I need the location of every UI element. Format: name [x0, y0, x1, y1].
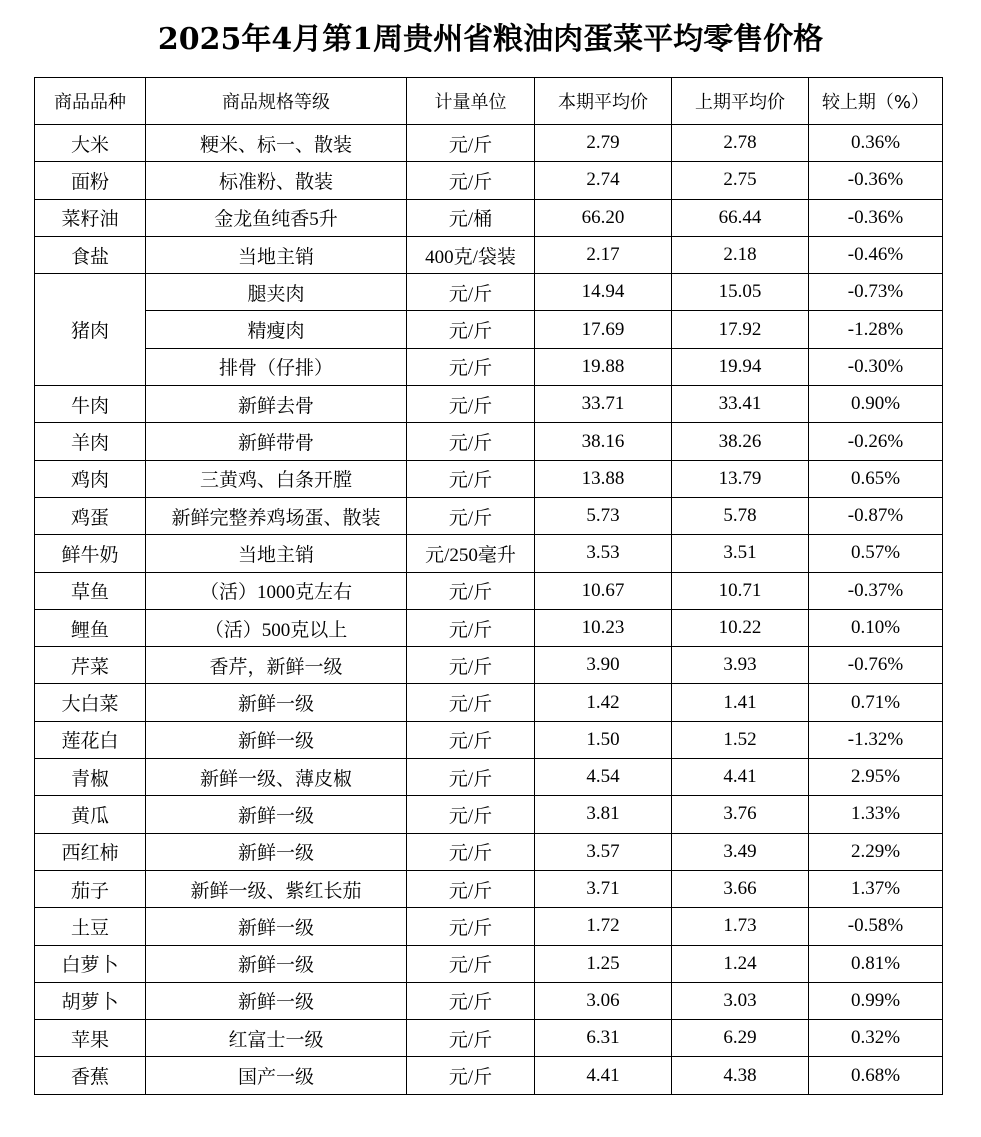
category-cell: 大米: [35, 125, 146, 162]
spec-cell: 标准粉、散装: [146, 162, 407, 199]
unit-cell: 元/斤: [407, 311, 535, 348]
unit-cell: 元/斤: [407, 1020, 535, 1057]
table-row: [35, 609, 943, 646]
spec-cell: 新鲜带骨: [146, 423, 407, 460]
previous-price-cell: 3.03: [672, 982, 809, 1019]
previous-price-cell: 4.38: [672, 1057, 809, 1094]
current-price-cell: 33.71: [535, 386, 672, 423]
table-row: [35, 274, 943, 311]
table-row: [35, 982, 943, 1019]
unit-cell: 元/斤: [407, 274, 535, 311]
header-category: 商品品种: [35, 78, 146, 125]
table-row: [35, 199, 943, 236]
current-price-cell: 5.73: [535, 497, 672, 534]
table-row: [35, 721, 943, 758]
spec-cell: 粳米、标一、散装: [146, 125, 407, 162]
spec-cell: 新鲜一级: [146, 833, 407, 870]
previous-price-cell: 10.22: [672, 609, 809, 646]
previous-price-cell: 3.49: [672, 833, 809, 870]
category-cell: 西红柿: [35, 833, 146, 870]
header-current-price: 本期平均价: [535, 78, 672, 125]
change-cell: -0.58%: [809, 908, 943, 945]
previous-price-cell: 2.75: [672, 162, 809, 199]
previous-price-cell: 1.24: [672, 945, 809, 982]
unit-cell: 元/斤: [407, 684, 535, 721]
table-row: [35, 833, 943, 870]
unit-cell: 元/斤: [407, 647, 535, 684]
previous-price-cell: 15.05: [672, 274, 809, 311]
category-cell: 莲花白: [35, 721, 146, 758]
previous-price-cell: 3.66: [672, 870, 809, 907]
spec-cell: 新鲜一级: [146, 684, 407, 721]
table-row: [35, 535, 943, 572]
spec-cell: 新鲜一级: [146, 908, 407, 945]
unit-cell: 400克/袋装: [407, 236, 535, 273]
previous-price-cell: 3.51: [672, 535, 809, 572]
change-cell: 0.68%: [809, 1057, 943, 1094]
previous-price-cell: 13.79: [672, 460, 809, 497]
unit-cell: 元/斤: [407, 721, 535, 758]
category-cell: 猪肉: [35, 274, 146, 386]
table-row: [35, 386, 943, 423]
spec-cell: 新鲜一级: [146, 945, 407, 982]
price-table: [34, 77, 943, 1095]
category-cell: 鲜牛奶: [35, 535, 146, 572]
category-cell: 牛肉: [35, 386, 146, 423]
unit-cell: 元/斤: [407, 908, 535, 945]
change-cell: -0.36%: [809, 199, 943, 236]
unit-cell: 元/250毫升: [407, 535, 535, 572]
unit-cell: 元/斤: [407, 796, 535, 833]
table-row: [35, 460, 943, 497]
change-cell: 0.36%: [809, 125, 943, 162]
change-cell: -0.30%: [809, 348, 943, 385]
current-price-cell: 1.25: [535, 945, 672, 982]
category-cell: 羊肉: [35, 423, 146, 460]
unit-cell: 元/斤: [407, 386, 535, 423]
spec-cell: 当地主销: [146, 535, 407, 572]
change-cell: 1.37%: [809, 870, 943, 907]
unit-cell: 元/斤: [407, 460, 535, 497]
category-cell: 面粉: [35, 162, 146, 199]
spec-cell: 腿夹肉: [146, 274, 407, 311]
spec-cell: 新鲜一级: [146, 982, 407, 1019]
spec-cell: 新鲜完整养鸡场蛋、散装: [146, 497, 407, 534]
current-price-cell: 66.20: [535, 199, 672, 236]
current-price-cell: 19.88: [535, 348, 672, 385]
current-price-cell: 10.67: [535, 572, 672, 609]
change-cell: 1.33%: [809, 796, 943, 833]
category-cell: 菜籽油: [35, 199, 146, 236]
previous-price-cell: 2.78: [672, 125, 809, 162]
change-cell: 0.71%: [809, 684, 943, 721]
change-cell: -0.37%: [809, 572, 943, 609]
current-price-cell: 3.90: [535, 647, 672, 684]
current-price-cell: 3.81: [535, 796, 672, 833]
header-previous-price: 上期平均价: [672, 78, 809, 125]
previous-price-cell: 33.41: [672, 386, 809, 423]
current-price-cell: 38.16: [535, 423, 672, 460]
change-cell: 0.32%: [809, 1020, 943, 1057]
unit-cell: 元/斤: [407, 162, 535, 199]
current-price-cell: 2.74: [535, 162, 672, 199]
category-cell: 苹果: [35, 1020, 146, 1057]
spec-cell: （活）1000克左右: [146, 572, 407, 609]
table-row: [35, 423, 943, 460]
current-price-cell: 3.53: [535, 535, 672, 572]
change-cell: -0.73%: [809, 274, 943, 311]
change-cell: -0.46%: [809, 236, 943, 273]
category-cell: 食盐: [35, 236, 146, 273]
category-cell: 土豆: [35, 908, 146, 945]
spec-cell: 当地主销: [146, 236, 407, 273]
spec-cell: 排骨（仔排）: [146, 348, 407, 385]
previous-price-cell: 19.94: [672, 348, 809, 385]
previous-price-cell: 38.26: [672, 423, 809, 460]
table-row: [35, 1020, 943, 1057]
unit-cell: 元/斤: [407, 609, 535, 646]
current-price-cell: 17.69: [535, 311, 672, 348]
spec-cell: 国产一级: [146, 1057, 407, 1094]
previous-price-cell: 5.78: [672, 497, 809, 534]
category-cell: 香蕉: [35, 1057, 146, 1094]
current-price-cell: 1.72: [535, 908, 672, 945]
change-cell: 2.29%: [809, 833, 943, 870]
spec-cell: 红富士一级: [146, 1020, 407, 1057]
previous-price-cell: 3.93: [672, 647, 809, 684]
previous-price-cell: 1.41: [672, 684, 809, 721]
spec-cell: 香芹，新鲜一级: [146, 647, 407, 684]
spec-cell: 三黄鸡、白条开膛: [146, 460, 407, 497]
category-cell: 鸡肉: [35, 460, 146, 497]
change-cell: 0.81%: [809, 945, 943, 982]
previous-price-cell: 3.76: [672, 796, 809, 833]
unit-cell: 元/斤: [407, 833, 535, 870]
change-cell: 0.65%: [809, 460, 943, 497]
previous-price-cell: 1.73: [672, 908, 809, 945]
unit-cell: 元/斤: [407, 572, 535, 609]
unit-cell: 元/桶: [407, 199, 535, 236]
category-cell: 黄瓜: [35, 796, 146, 833]
current-price-cell: 2.17: [535, 236, 672, 273]
current-price-cell: 6.31: [535, 1020, 672, 1057]
category-cell: 白萝卜: [35, 945, 146, 982]
table-row: [35, 572, 943, 609]
current-price-cell: 3.71: [535, 870, 672, 907]
table-row: [35, 1057, 943, 1094]
table-header-row: [35, 78, 943, 125]
spec-cell: 新鲜一级: [146, 796, 407, 833]
table-row: [35, 236, 943, 273]
table-row: [35, 870, 943, 907]
table-row: [35, 125, 943, 162]
header-unit: 计量单位: [407, 78, 535, 125]
current-price-cell: 1.42: [535, 684, 672, 721]
category-cell: 鲤鱼: [35, 609, 146, 646]
spec-cell: 新鲜一级、紫红长茄: [146, 870, 407, 907]
category-cell: 鸡蛋: [35, 497, 146, 534]
table-row: [35, 311, 943, 348]
table-row: [35, 796, 943, 833]
current-price-cell: 4.41: [535, 1057, 672, 1094]
current-price-cell: 4.54: [535, 759, 672, 796]
table-row: [35, 348, 943, 385]
previous-price-cell: 66.44: [672, 199, 809, 236]
unit-cell: 元/斤: [407, 982, 535, 1019]
current-price-cell: 13.88: [535, 460, 672, 497]
unit-cell: 元/斤: [407, 759, 535, 796]
category-cell: 大白菜: [35, 684, 146, 721]
change-cell: -0.87%: [809, 497, 943, 534]
current-price-cell: 1.50: [535, 721, 672, 758]
category-cell: 草鱼: [35, 572, 146, 609]
change-cell: -1.28%: [809, 311, 943, 348]
category-cell: 胡萝卜: [35, 982, 146, 1019]
table-body: [35, 125, 943, 1095]
spec-cell: 新鲜去骨: [146, 386, 407, 423]
current-price-cell: 10.23: [535, 609, 672, 646]
current-price-cell: 3.06: [535, 982, 672, 1019]
unit-cell: 元/斤: [407, 1057, 535, 1094]
table-row: [35, 162, 943, 199]
table-row: [35, 945, 943, 982]
spec-cell: 金龙鱼纯香5升: [146, 199, 407, 236]
table-row: [35, 908, 943, 945]
previous-price-cell: 1.52: [672, 721, 809, 758]
category-cell: 青椒: [35, 759, 146, 796]
change-cell: -1.32%: [809, 721, 943, 758]
change-cell: 0.90%: [809, 386, 943, 423]
unit-cell: 元/斤: [407, 870, 535, 907]
spec-cell: 新鲜一级: [146, 721, 407, 758]
previous-price-cell: 17.92: [672, 311, 809, 348]
table-row: [35, 684, 943, 721]
spec-cell: 新鲜一级、薄皮椒: [146, 759, 407, 796]
change-cell: -0.36%: [809, 162, 943, 199]
change-cell: -0.76%: [809, 647, 943, 684]
current-price-cell: 3.57: [535, 833, 672, 870]
current-price-cell: 14.94: [535, 274, 672, 311]
previous-price-cell: 4.41: [672, 759, 809, 796]
unit-cell: 元/斤: [407, 423, 535, 460]
header-change: 较上期（%）: [809, 78, 943, 125]
page-title: 2025年4月第1周贵州省粮油肉蛋菜平均零售价格: [157, 22, 824, 57]
table-row: [35, 497, 943, 534]
unit-cell: 元/斤: [407, 945, 535, 982]
change-cell: 0.57%: [809, 535, 943, 572]
header-spec: 商品规格等级: [146, 78, 407, 125]
spec-cell: （活）500克以上: [146, 609, 407, 646]
change-cell: -0.26%: [809, 423, 943, 460]
spec-cell: 精瘦肉: [146, 311, 407, 348]
current-price-cell: 2.79: [535, 125, 672, 162]
unit-cell: 元/斤: [407, 348, 535, 385]
previous-price-cell: 10.71: [672, 572, 809, 609]
unit-cell: 元/斤: [407, 125, 535, 162]
unit-cell: 元/斤: [407, 497, 535, 534]
previous-price-cell: 6.29: [672, 1020, 809, 1057]
category-cell: 芹菜: [35, 647, 146, 684]
change-cell: 2.95%: [809, 759, 943, 796]
change-cell: 0.99%: [809, 982, 943, 1019]
category-cell: 茄子: [35, 870, 146, 907]
previous-price-cell: 2.18: [672, 236, 809, 273]
change-cell: 0.10%: [809, 609, 943, 646]
table-row: [35, 759, 943, 796]
table-row: [35, 647, 943, 684]
